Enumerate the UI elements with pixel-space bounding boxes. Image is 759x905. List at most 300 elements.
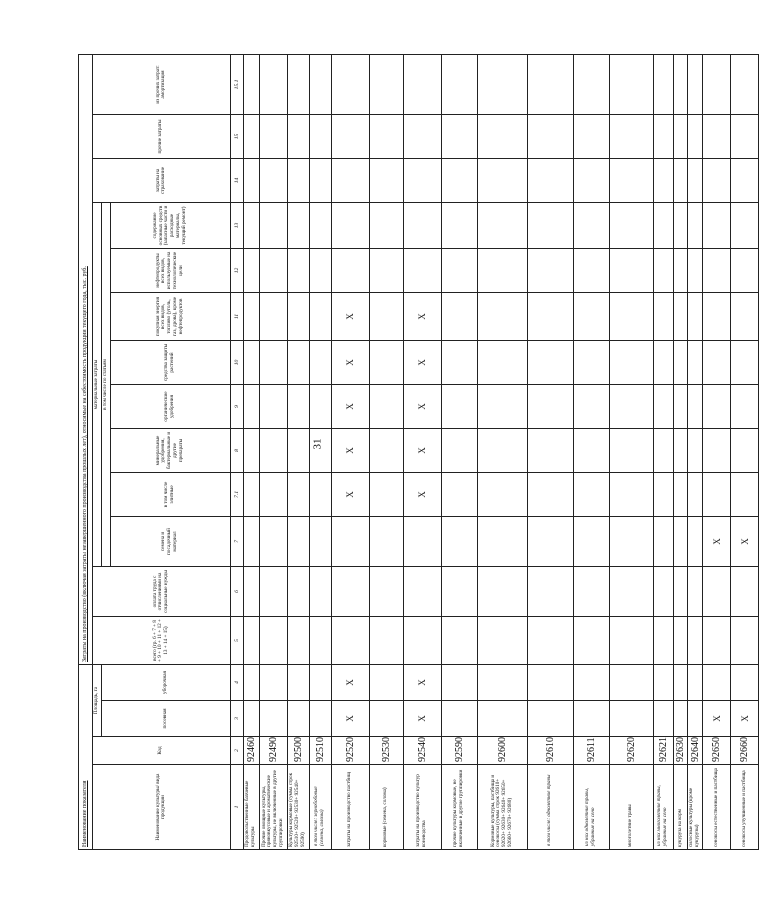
cell-empty [259,293,287,341]
cell-mark-sown: X [703,701,731,737]
cell-empty [653,429,673,473]
row-code: 92490 [259,737,287,765]
cell-mark-sown: X [403,701,441,737]
cell-mark-protect: X [331,341,369,385]
cell-empty [477,701,527,737]
cell-empty [673,567,688,617]
cell-empty [703,473,731,517]
cell-empty [573,203,609,249]
cell-empty [287,341,309,385]
head-code: Код [93,737,231,765]
cell-empty [309,617,331,665]
cell-empty [403,54,441,114]
cell-mark-org: X [331,385,369,429]
head-seeds: семена и посадочный материал [110,517,230,567]
row-code: 92500 [287,737,309,765]
cell-empty [287,665,309,701]
cell-empty [369,567,403,617]
cell-empty [369,54,403,114]
cell-empty [259,701,287,737]
cell-empty [441,249,477,293]
cell-empty [688,293,703,341]
head-other-incl: из прочих затрат: амортизация [93,54,231,114]
cell-empty [573,567,609,617]
cell-empty [731,617,759,665]
cell-empty [703,385,731,429]
row-code: 92620 [609,737,653,765]
cell-empty [573,385,609,429]
cell-empty [403,517,441,567]
cell-empty [673,203,688,249]
cell-empty [287,249,309,293]
cell-empty [477,517,527,567]
cell-empty [673,249,688,293]
cell-empty [527,665,573,701]
cell-empty [259,54,287,114]
head-name: Наименование культуры/ вида продукции [93,765,231,850]
cell-empty [403,567,441,617]
cell-empty [703,293,731,341]
cell-empty [527,617,573,665]
cell-empty [259,385,287,429]
cell-empty [259,617,287,665]
row-code: 92640 [688,737,703,765]
cell-empty [259,665,287,701]
cell-empty [477,249,527,293]
column-number: 4 [230,665,243,701]
cell-empty [309,473,331,517]
table-row [653,54,673,849]
cell-empty [527,341,573,385]
cell-empty [477,203,527,249]
cell-empty [477,115,527,159]
cell-empty [309,293,331,341]
column-number: 13 [230,203,243,249]
cell-empty [243,203,259,249]
row-name: затраты на производство культур коневодства [403,765,441,850]
cell-empty [527,473,573,517]
row-code: 92660 [731,737,759,765]
column-number: 6 [230,567,243,617]
cell-empty [243,701,259,737]
cell-empty [573,249,609,293]
page-number: 31 [311,438,324,450]
cell-empty [609,517,653,567]
cell-empty [653,293,673,341]
cell-empty [573,54,609,114]
cell-empty [731,665,759,701]
table-row [703,54,731,849]
cell-empty [609,701,653,737]
cell-empty [653,517,673,567]
row-name: из них многолетние травы, убранные на сено [653,765,673,850]
cell-empty [331,115,369,159]
cell-empty [441,115,477,159]
row-name: кормовые (семена, солома) [369,765,403,850]
cell-empty [441,203,477,249]
cell-empty [653,701,673,737]
row-code: 92600 [477,737,527,765]
cell-empty [573,293,609,341]
cell-empty [703,567,731,617]
cell-empty [688,203,703,249]
cell-empty [441,473,477,517]
cell-mark-sown: X [331,701,369,737]
cell-empty [309,159,331,203]
cell-empty [287,473,309,517]
cell-mark-fert: X [403,429,441,473]
table-row [287,54,309,849]
cell-empty [527,293,573,341]
cell-empty [243,159,259,203]
cell-empty [609,293,653,341]
cell-empty [331,159,369,203]
head-oil: нефтепродукты всех видов, используемые на технологические цели [110,249,230,293]
cell-empty [688,617,703,665]
cell-empty [731,429,759,473]
head-fixed: содержание основных средств (запасные части и расходные материалы, текущий ремонт) [110,203,230,249]
cell-mark-fuel: X [331,293,369,341]
cell-empty [573,341,609,385]
column-number: 11 [230,293,243,341]
row-name: Кормовые культуры, пастбища и сенокосы (сумма строк 92610+ 92620+ 92630+ 92640+ 92650+ 92660+ 92670+ 92680) [477,765,527,850]
cell-empty [259,473,287,517]
cell-empty [688,54,703,114]
cell-empty [731,54,759,114]
head-fert: минеральные удобрения, бактериальные и другие препараты [110,429,230,473]
cell-empty [309,54,331,114]
column-number: 5 [230,617,243,665]
head-material: материальные затраты [93,203,102,567]
table-row [331,54,369,849]
cell-empty [259,115,287,159]
row-name: Продовольственные бахчевые культуры [243,765,259,850]
cell-empty [688,159,703,203]
title-right: Затраты на производство (включая затраты незавершенного производства прошлых лет), относимые на себестоимость продукции текущего года, тыс. руб. [79,54,93,664]
cell-empty [477,473,527,517]
cell-empty [369,159,403,203]
table-row [369,54,403,849]
cell-empty [403,617,441,665]
cell-empty [703,341,731,385]
cell-empty [527,429,573,473]
cell-empty [369,203,403,249]
cell-empty [441,617,477,665]
cell-empty [673,701,688,737]
cell-empty [653,617,673,665]
cell-empty [653,567,673,617]
cell-empty [688,701,703,737]
cell-empty [527,567,573,617]
cell-empty [703,115,731,159]
table-row [609,54,653,849]
cell-empty [703,249,731,293]
cell-empty [287,115,309,159]
title-left: Наименование показателя [79,665,93,850]
cell-empty [688,249,703,293]
cell-empty [527,517,573,567]
cell-empty [673,665,688,701]
cell-empty [573,429,609,473]
cell-empty [369,341,403,385]
cell-empty [477,617,527,665]
cell-empty [243,293,259,341]
cell-empty [441,517,477,567]
column-number: 3 [230,701,243,737]
table-row [403,54,441,849]
column-number: 9 [230,385,243,429]
cell-empty [287,159,309,203]
cell-empty [441,701,477,737]
cell-empty [309,567,331,617]
cell-empty [331,249,369,293]
cell-empty [477,54,527,114]
cell-empty [259,341,287,385]
cell-empty [243,517,259,567]
cell-empty [688,429,703,473]
row-code: 92520 [331,737,369,765]
cell-empty [369,115,403,159]
cell-empty [573,517,609,567]
cell-empty [243,473,259,517]
cell-empty [673,159,688,203]
cell-empty [653,341,673,385]
cell-empty [243,249,259,293]
table-row [441,54,477,849]
cell-mark-org: X [403,385,441,429]
cell-empty [309,115,331,159]
cell-empty [243,429,259,473]
cell-empty [369,665,403,701]
head-protect: средства защиты растений [110,341,230,385]
cell-empty [259,517,287,567]
column-number: 15.1 [230,54,243,114]
row-name: затраты на производство пастбищ [331,765,369,850]
cell-empty [573,701,609,737]
cell-empty [688,473,703,517]
cell-empty [403,115,441,159]
cell-empty [477,341,527,385]
cell-empty [573,473,609,517]
table-row [688,54,703,849]
cell-empty [477,293,527,341]
cell-empty [573,115,609,159]
cell-empty [609,249,653,293]
row-code: 92610 [527,737,573,765]
cell-empty [703,617,731,665]
cell-empty [703,429,731,473]
cell-empty [309,701,331,737]
cell-empty [653,385,673,429]
column-number: 12 [230,249,243,293]
cell-empty [609,203,653,249]
cell-empty [673,617,688,665]
row-code: 92630 [673,737,688,765]
cell-empty [287,293,309,341]
head-area: Площадь, га [93,665,102,737]
cell-empty [309,429,331,473]
cell-empty [369,617,403,665]
cell-empty [688,341,703,385]
cell-empty [331,203,369,249]
cell-empty [287,517,309,567]
cell-empty [653,249,673,293]
cell-empty [609,617,653,665]
row-name: силосные культуры (кроме кукурузы) [688,765,703,850]
cell-empty [573,665,609,701]
cell-empty [653,54,673,114]
cell-empty [477,385,527,429]
cell-mark-harvest: X [331,665,369,701]
cell-empty [309,665,331,701]
cell-empty [369,701,403,737]
cell-empty [403,159,441,203]
head-org: органические удобрения [110,385,230,429]
cell-empty [527,385,573,429]
cell-empty [609,665,653,701]
cell-empty [309,249,331,293]
cell-empty [653,203,673,249]
cell-empty [731,115,759,159]
row-name: из них однолетние травы, убранные на сено [573,765,609,850]
row-name: сенокосы улучшенные и пастбища [731,765,759,850]
cell-empty [673,293,688,341]
cell-empty [653,115,673,159]
cell-empty [703,665,731,701]
cell-empty [688,115,703,159]
cell-empty [309,203,331,249]
cell-empty [287,54,309,114]
cell-empty [441,385,477,429]
cell-empty [287,567,309,617]
cell-empty [287,701,309,737]
cell-empty [731,249,759,293]
cell-mark-fuel: X [403,293,441,341]
cell-mark-sown: X [731,701,759,737]
row-code: 92530 [369,737,403,765]
cell-empty [441,54,477,114]
cell-mark-seeds: X [703,517,731,567]
cell-empty [731,159,759,203]
cell-empty [309,385,331,429]
row-name: в том числе: однолетние травы [527,765,573,850]
cell-empty [287,617,309,665]
cell-empty [673,473,688,517]
row-name: Культуры кормовые (сумма строк 92510+ 92520+ 92530+ 92540+ 92590) [287,765,309,850]
cell-empty [259,203,287,249]
cell-empty [731,567,759,617]
cell-empty [609,385,653,429]
row-name: многолетние травы [609,765,653,850]
column-number: 8 [230,429,243,473]
cell-empty [441,429,477,473]
head-harvest: уборочная [101,665,230,701]
cell-empty [609,115,653,159]
cell-empty [609,473,653,517]
cell-empty [243,617,259,665]
cell-empty [703,159,731,203]
cell-empty [287,385,309,429]
row-code: 92621 [653,737,673,765]
cell-empty [287,203,309,249]
column-numbers-row [230,54,243,849]
cell-empty [609,429,653,473]
table-row [243,54,259,849]
cell-empty [731,293,759,341]
cell-empty [369,249,403,293]
cell-empty [673,115,688,159]
column-number: 7.1 [230,473,243,517]
rotated-table-wrapper [78,55,751,850]
row-name: Прочие овощные культуры, пряновкусовые и ароматические культуры, не включенные в другие группировки [259,765,287,850]
column-number: 14 [230,159,243,203]
cell-empty [527,249,573,293]
cell-empty [527,203,573,249]
table-row [477,54,527,849]
cell-empty [527,54,573,114]
row-name: в том числе: зернобобовые (семена, солома) [309,765,331,850]
table-row [573,54,609,849]
cell-empty [259,429,287,473]
cell-mark-seeds: X [731,517,759,567]
head-elite: в том числе элитные [110,473,230,517]
cell-empty [673,54,688,114]
cell-empty [477,567,527,617]
cell-mark-protect: X [403,341,441,385]
cell-empty [259,159,287,203]
cell-empty [287,429,309,473]
cell-empty [653,473,673,517]
cell-empty [673,341,688,385]
cell-empty [477,665,527,701]
cell-empty [441,665,477,701]
cost-table [78,54,759,850]
cell-empty [527,159,573,203]
cell-empty [259,567,287,617]
row-name: прочие культуры кормовые, не включенные в другие группировки [441,765,477,850]
cell-empty [331,517,369,567]
cell-empty [609,341,653,385]
row-code: 92460 [243,737,259,765]
table-row [527,54,573,849]
head-other: прочие затраты [93,115,231,159]
cell-empty [673,517,688,567]
cell-empty [369,517,403,567]
column-number: 15 [230,115,243,159]
cell-empty [243,385,259,429]
cell-empty [609,54,653,114]
row-code: 92510 [309,737,331,765]
row-code: 92590 [441,737,477,765]
head-sown: посевная [101,701,230,737]
table-row [259,54,287,849]
cell-empty [653,159,673,203]
cell-empty [688,385,703,429]
cell-empty [309,517,331,567]
cell-empty [369,385,403,429]
cell-empty [527,701,573,737]
cell-mark-elite: X [331,473,369,517]
head-fuel: покупная энергия всех видов, топливо (уголь, газ, дрова), кроме нефтепродуктов [110,293,230,341]
cell-empty [573,159,609,203]
cell-empty [527,115,573,159]
cell-empty [259,249,287,293]
cell-empty [331,567,369,617]
cell-empty [243,665,259,701]
column-number: 2 [230,737,243,765]
cell-empty [731,341,759,385]
cell-empty [331,617,369,665]
